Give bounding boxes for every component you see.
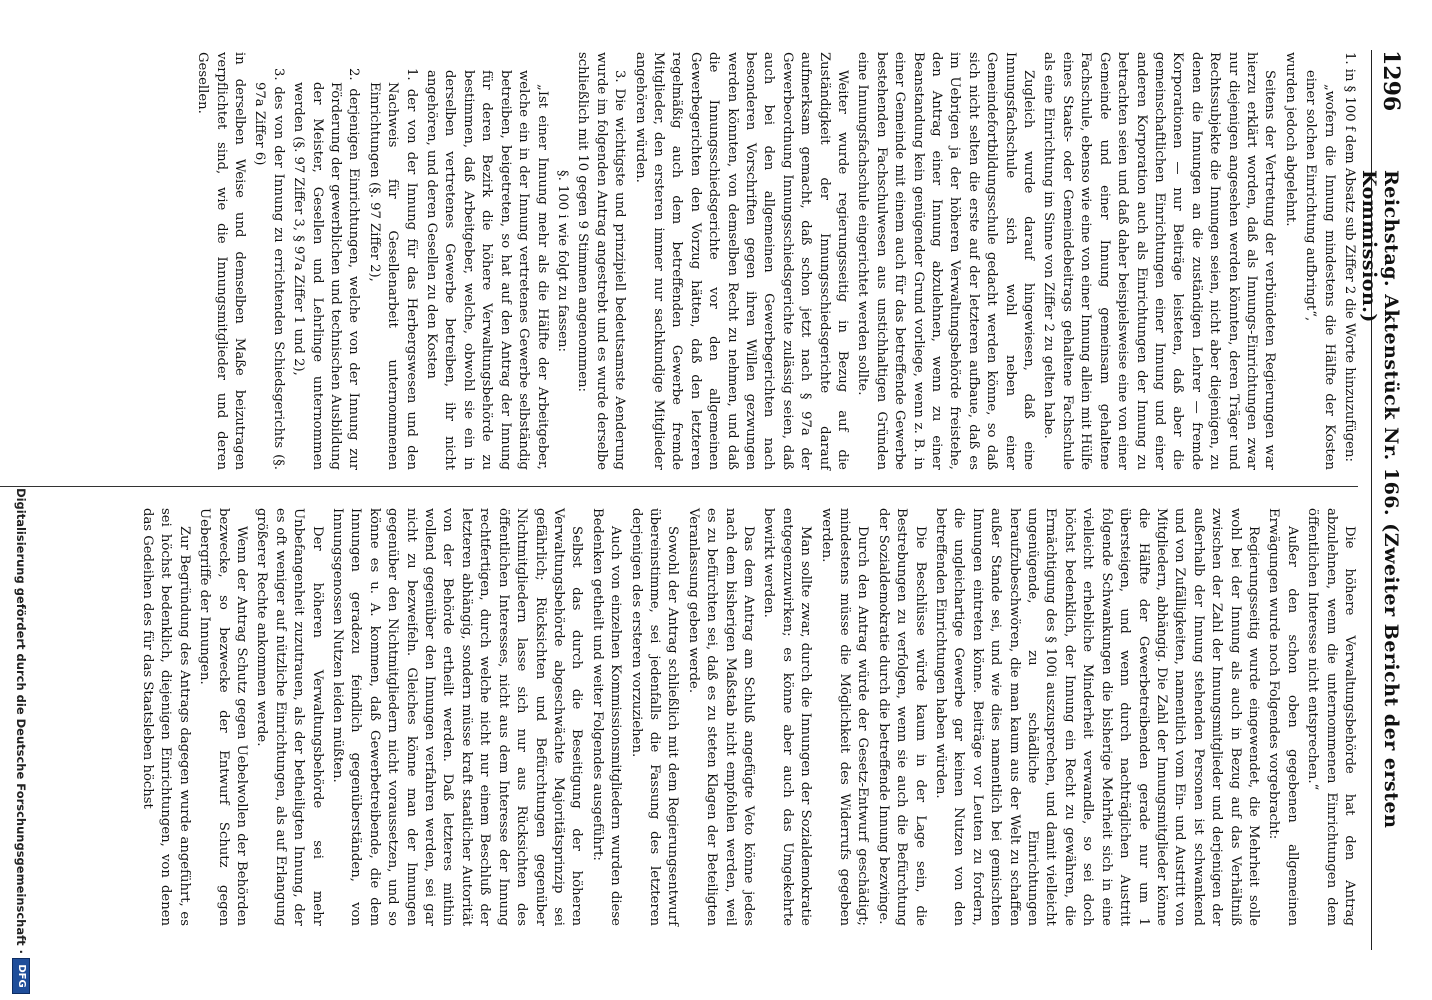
running-title: Reichstag. Aktenstück Nr. 166. (Zweiter Bericht der ersten Kommission.) <box>1358 170 1402 829</box>
section-heading: §. 100 i wie folgt zu fassen: <box>554 170 570 352</box>
numbered-item: 1. der von der Innung für das Herbergswesen und den Nachweis für Gesellenarbeit unternommenen Einrichtungen (§. 97 Ziffer 2), <box>366 68 419 470</box>
dfg-logo-icon: DFG <box>12 958 30 994</box>
paragraph: in derselben Weise und demselben Maße beizutragen verpflichtet sind, wie die Innungsmitglieder und deren Gesellen. <box>195 52 248 470</box>
funding-notice: Digitalisierung gefördert durch die Deutsche Forschungsgemeinschaft · <box>14 488 28 954</box>
page-number: 1296 <box>1378 50 1404 112</box>
paragraph: Das dem Antrag am Schluß angefügte Veto könne jedes nach dem bisherigen Maßstab nicht empfohlen werden, weil es zu befürchten sei, daß es zu steten Klagen der Beteiligten Veranlassung geben werde. <box>685 508 756 926</box>
paragraph: Weiter wurde regierungsseitig in Bezug auf die Zuständigkeit der Innungsschiedsgerichte darauf aufmerksam gemacht, daß schon jetzt nach § 97a der Gewerbeordnung Innungsschiedsgerichte zulässig seien, daß auch bei den allgemeinen Gewerbegerichten nach besonderen Vorschriften gegen ihren Willen gezwungen werden könnten, von demselben Recht zu nehmen, und daß die Innungsschiedsgerichte vor den allgemeinen Gewerbegerichten den Vorzug hätten, daß den letzteren regelmäßig auch dem betreffenden Gewerbe fremde Mitglieder, den ersteren immer nur sachkundige Mitglieder angehören würden. <box>632 52 851 470</box>
digitization-stamp <box>6 0 34 1000</box>
paragraph: 1. in § 100 f dem Absatz sub Ziffer 2 die Worte hinzuzufügen: <box>1342 52 1357 462</box>
paragraph: Regierungsseitig wurde eingewendet, die Mehrheit solle wohl bei der Innung als auch in Bezug auf das Verhältniß zwischen der Zahl der Innungsmitglieder und derjenigen der außerhalb der Innung stehenden Personen ist schwankend und von Zufälligkeiten, namentlich vom Ein- und Austritt von Mitgliedern, abhängig. Die Zahl der Innungsmitglieder könne die Hälfte der Gewerbetreibenden gerade nur um 1 übersteigen, und wenn durch nachträglichen Austritt folgende Schwankungen die bisherige Mehrheit sich in eine vielleicht erhebliche Minderheit verwandle, so sei doch höchst bedenklich, der Innung ein Recht zu gewähren, die Ermächtigung des § 100i auszusprechen, und damit vielleicht ungenügende, zu schädliche Einrichtungen heraufzubeschwören, die man kaum aus der Welt zu schaffen außer Stande sei, und wie dies namentlich bei gemischten Innungen eintreten könne. Beiträge vor Leuten zu fordern, die ungleichartige Gewerbe gar keinen Nutzen von den betreffenden Einrichtungen haben würden. <box>933 508 1261 926</box>
numbered-item: 2. derjenigen Einrichtungen, welche von der Innung zur Förderung der gewerblichen und technischen Ausbildung der Meister, Gesellen und Lehrlinge unternommen werden (§. 97 Ziffer 3, § 97a Ziffer 1 und 2), <box>291 68 362 470</box>
paragraph: Durch den Antrag würde der Gesetz-Entwurf geschädigt; mindestens müsse die Möglichkeit des Widerrufs gegeben werden. <box>818 508 871 926</box>
paragraph: Zugleich wurde darauf hingewiesen, daß eine Innungsfachschule sich wohl neben einer Gemeindefortbildungsschule gedacht werden könne, so daß sich nicht selten die erste auf der letzteren aufbaue, daß es im Uebrigen ja der höheren Verwaltungsbehörde freistehe, den Antrag einer Innung abzulehnen, wenn zu einer Beanstandung kein genügender Grund vorliege, wenn z. B. in einer Gemeinde mit einem auch für das betreffende Gewerbe bestehenden Fachschulwesen aus unstichhaltigen Gründen eine Innungsfachschule eingerichtet werden sollte. <box>855 52 1037 470</box>
paragraph: Außer den schon oben gegebenen allgemeinen Erwägungen wurde noch Folgendes vorgebracht: <box>1266 508 1300 926</box>
page-header <box>1358 50 1406 950</box>
paragraph: 3. Die wichtigste und prinzipiell bedeutsamste Aenderung wurde im folgenden Antrag angestrebt und es wurde derselbe schließlich mit 10 gegen 9 Stimmen angenommen: <box>575 52 628 470</box>
paragraph: Wenn der Antrag Schutz gegen Uebelwollen der Behörden bezwecke, so bezwecke der Entwurf Schutz gegen Uebergriffe der Innungen. <box>197 508 250 926</box>
paragraph: Man sollte zwar, durch die Innungen der Sozialdemokratie entgegenzuwirken; es könne aber auch das Umgekehrte bewirkt werden. <box>761 508 814 926</box>
paragraph: Die höhere Verwaltungsbehörde hat den Antrag abzulehnen, wenn die unternommenen Einrichtungen dem öffentlichen Interesse nicht entsprechen.“ <box>1305 508 1357 926</box>
paragraph: Der höheren Verwaltungsbehörde sei mehr Unbefangenheit zuzutrauen, als der betheiligten Innung, der es oft weniger auf nützliche Einrichtungen, als auf Erlangung größerer Rechte ankommen werde. <box>254 508 325 926</box>
column-divider <box>0 486 1358 487</box>
paragraph: Sowohl der Antrag schließlich mit dem Regierungsentwurf übereinstimme, sei jedenfalls die Fassung des letzteren derjenigen des ersteren vorzuziehen. <box>628 508 681 926</box>
quoted-amendment: „wofern die Innung mindestens die Hälfte der Kosten einer solchen Einrichtung aufbringt“, <box>1303 70 1337 470</box>
right-column <box>136 508 1358 926</box>
numbered-item: 3. des von der Innung zu errichtenden Schiedsgerichts (§. 97a Ziffer 6) <box>252 68 286 470</box>
paragraph: Auch von einzelnen Kommissionsmitgliedern wurden diese Bedenken getheilt und weiter Folgendes ausgeführt: <box>589 508 624 926</box>
quoted-section: „Ist einer Innung mehr als die Hälfte der Arbeitgeber, welche ein in der Innung vertretenes Gewerbe selbständig betreiben, beigetreten, so hat auf den Antrag der Innung für deren Bezirk die höhere Verwaltungsbehörde zu bestimmen, daß Arbeitgeber, welche, obwohl sie ein in derselben vertretenes Gewerbe betreiben, ihr nicht angehören, und deren Gesellen zu den Kosten <box>424 70 550 470</box>
paragraph: wurden jedoch abgelehnt. <box>1282 52 1298 227</box>
paragraph: Seitens der Vertretung der verbündeten Regierungen war hierzu erklärt worden, daß als Innungs-Einrichtungen zwar nur diejenigen angesehen werden könnten, deren Träger und Rechtssubjekte die Innungen seien, nicht aber diejenigen, zu denen die Innungen an die zuständigen Lehrer — fremde Korporationen — nur Beiträge leisteten, daß aber die gemeinschaftlichen Einrichtungen einer Innung und einer anderen Korporation auch als Einrichtungen der Innung zu betrachten seien und daß daher beispielsweise eine von einer Gemeinde und einer Innung gemeinsam gehaltene Fachschule, ebenso wie eine von einer Innung allein mit Hülfe eines Staats- oder Gemeindebeitrags gehaltene Fachschule als eine Einrichtung im Sinne von Ziffer 2 zu gelten habe. <box>1041 52 1278 470</box>
left-column <box>191 52 1358 470</box>
paragraph: Die Beschlüsse würde kaum in der Lage sein, die Bestrebungen zu verfolgen, wenn sie auch die Befürchtung der Sozialdemokratie durch die betreffende Innung bezwinge. <box>875 508 928 926</box>
paragraph: Zur Begründung des Antrags dagegen wurde angeführt, es sei höchst bedenklich, diejenigen Einrichtungen, von denen das Gedeihen des für das Staatsleben höchst <box>140 508 192 926</box>
paragraph: Selbst das durch die Beseitigung der höheren Verwaltungsbehörde abgeschwächte Majoritätsprinzip sei gefährlich; Rücksichten und Befürchtungen gegenüber Nichtmitgliedern lasse sich nur aus Rücksichten des öffentlichen Interesses, nicht aus dem Interesse der Innung rechtfertigen, durch welche nicht nur einem Beschluß der letzteren abhängig, sondern müsse kraft staatlicher Autorität von der Behörde ertheilt werden. Daß letzteres mithin wollend gegenüber den Innungen verfahren werden, sei gar nicht zu bezweifeln. Gleiches könne man der Innungen gegenüber den Nichtmitgliedern nicht voraussetzen, und so könne es u. A. kommen, daß Gewerbetreibende, die dem Innungen geradezu feindlich gegenüberständen, von Innungsgenossen Nutzen leiden müßten. <box>330 508 585 926</box>
